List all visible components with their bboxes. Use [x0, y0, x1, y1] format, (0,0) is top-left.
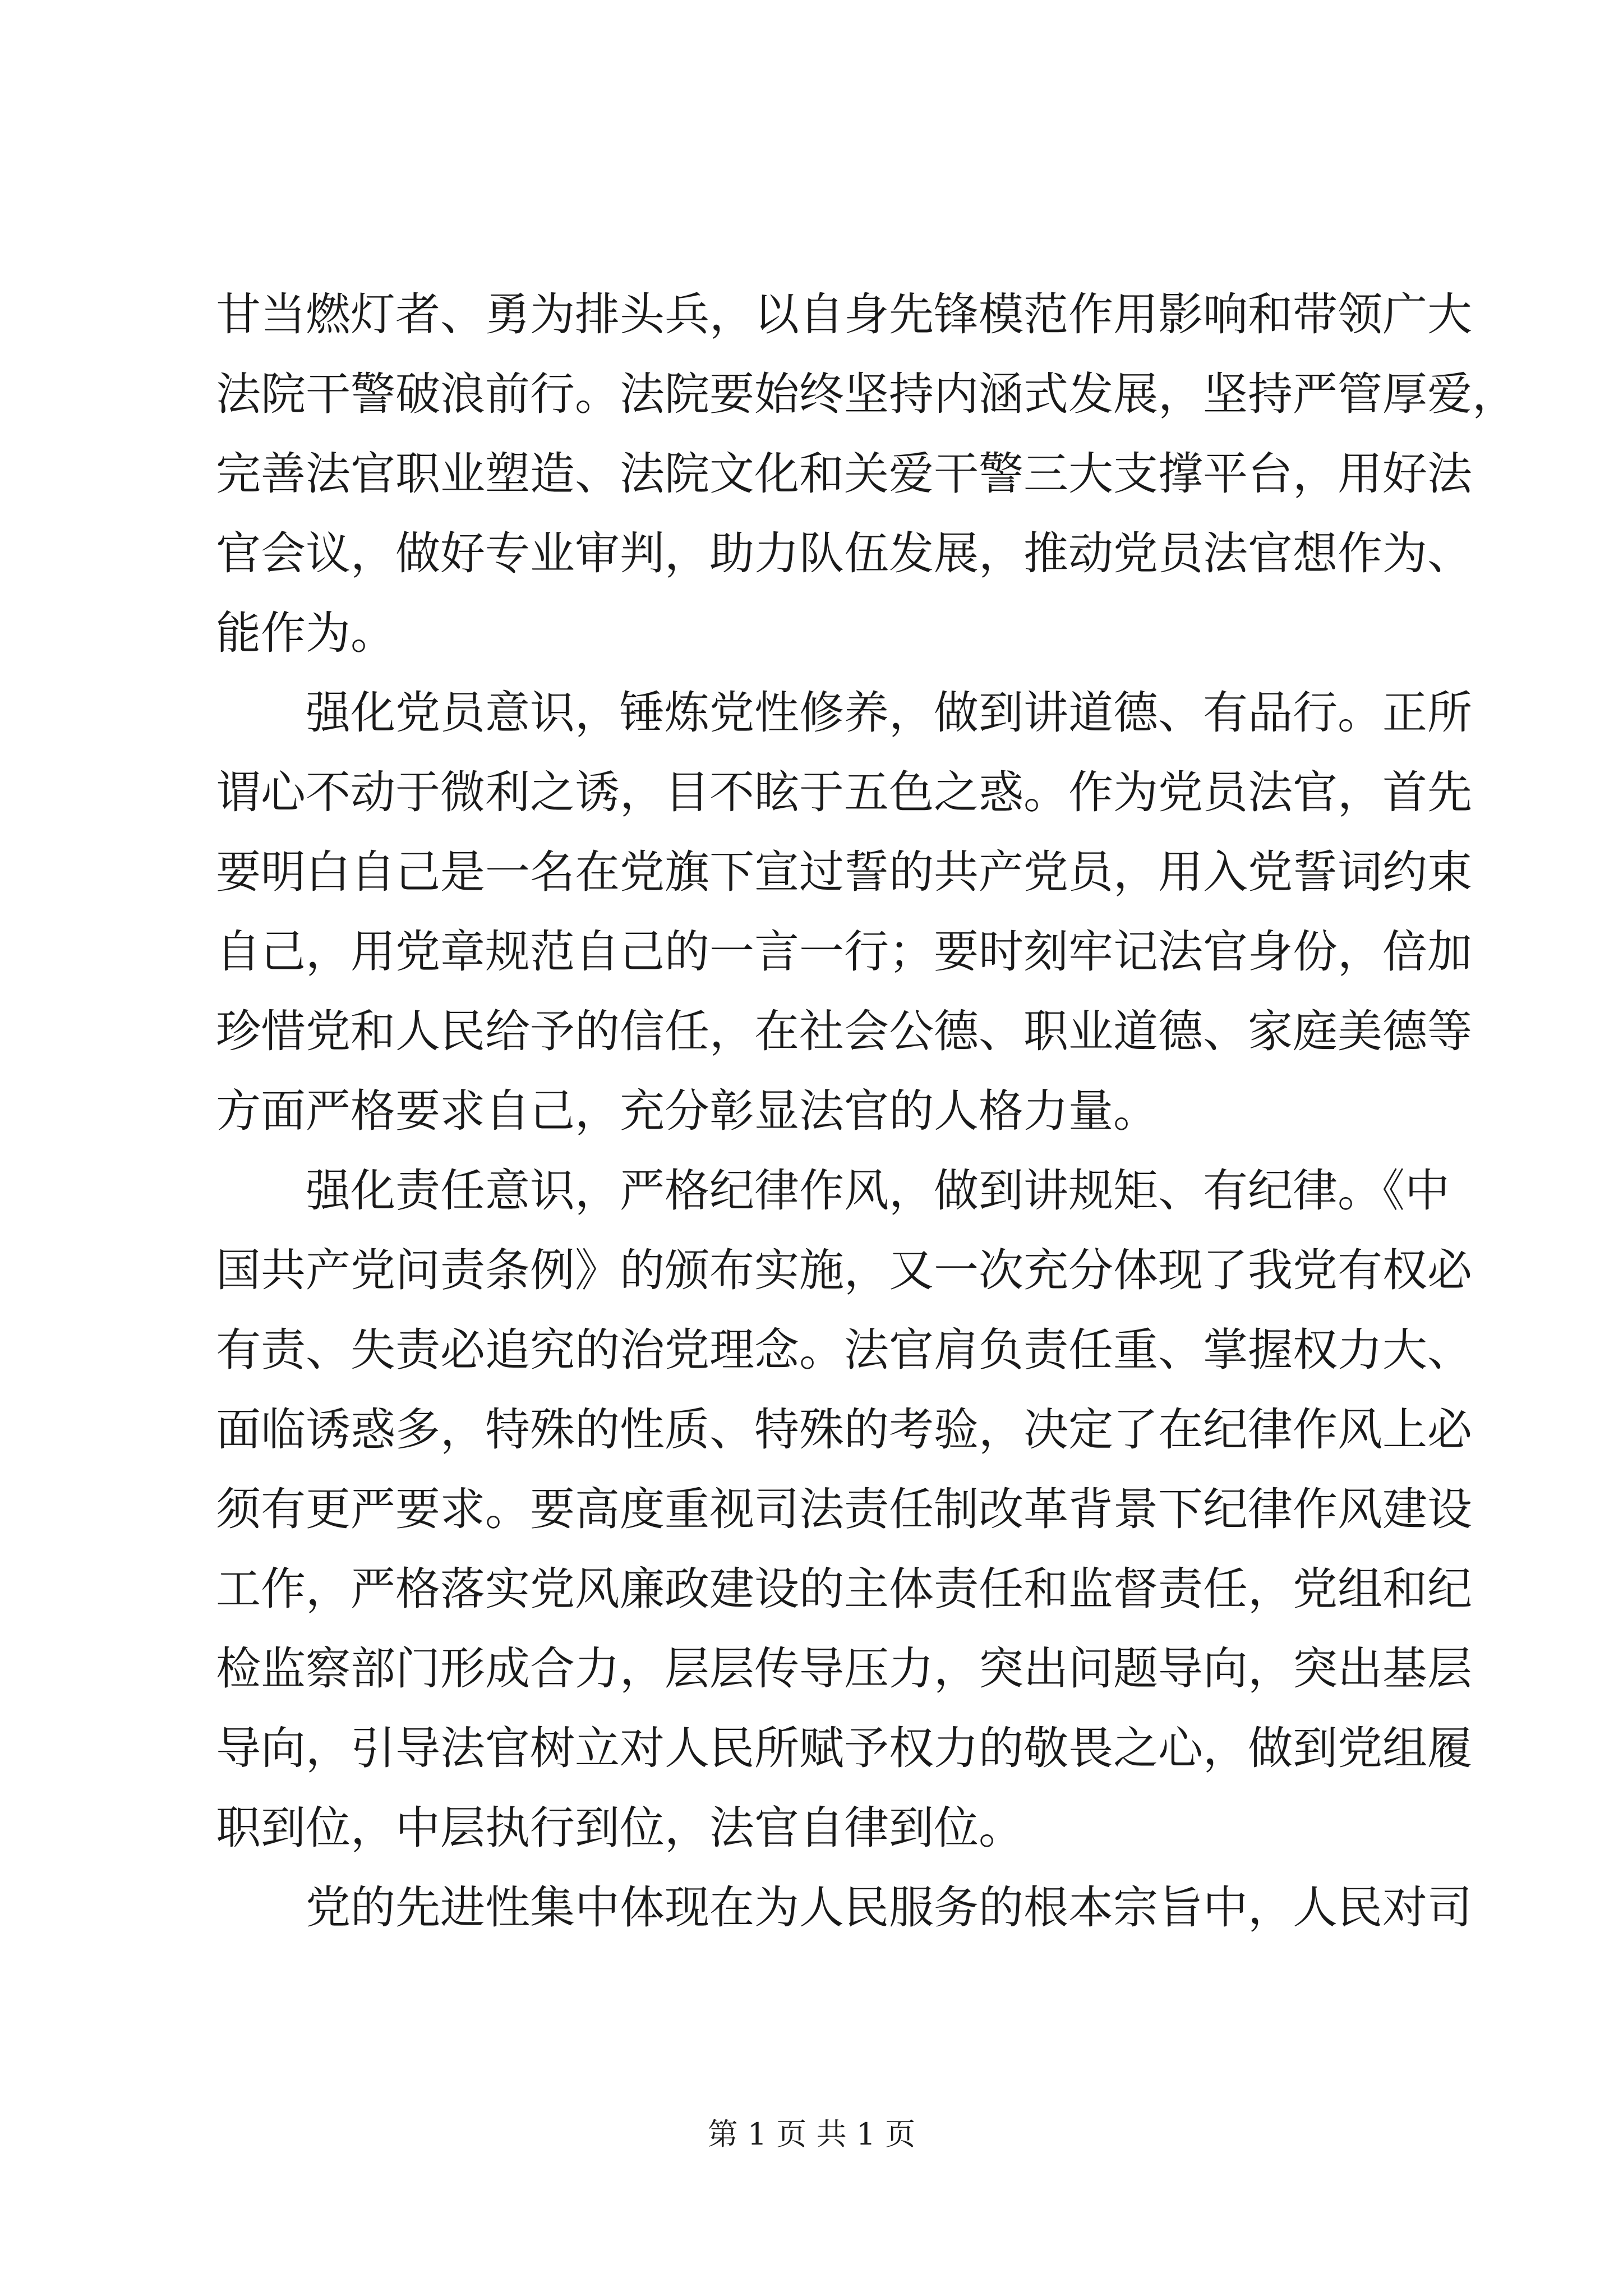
text-line: 能作为。 — [216, 607, 395, 659]
text-line: 国共产党问责条例》的颁布实施，又一次充分体现了我党有权必 — [216, 1244, 1472, 1296]
text-line: 导向，引导法官树立对人民所赋予权力的敬畏之心，做到党组履 — [216, 1722, 1472, 1774]
text-line: 要明白自己是一名在党旗下宣过誓的共产党员，用入党誓词约束 — [216, 846, 1472, 898]
document-body — [216, 275, 1517, 1948]
text-line: 职到位，中层执行到位，法官自律到位。 — [216, 1802, 1023, 1854]
page-number: 第 1 页 共 1 页 — [707, 2116, 916, 2152]
text-line: 面临诱惑多，特殊的性质、特殊的考验，决定了在纪律作风上必 — [216, 1404, 1472, 1456]
paragraph — [216, 673, 1472, 1151]
text-line: 谓心不动于微利之诱，目不眩于五色之惑。作为党员法官，首先 — [216, 766, 1472, 818]
text-line: 自己，用党章规范自己的一言一行；要时刻牢记法官身份，倍加 — [216, 926, 1472, 978]
text-line: 强化党员意识，锤炼党性修养，做到讲道德、有品行。正所 — [306, 687, 1472, 739]
text-line: 方面严格要求自己，充分彰显法官的人格力量。 — [216, 1085, 1158, 1137]
text-line: 党的先进性集中体现在为人民服务的根本宗旨中，人民对司 — [306, 1881, 1472, 1934]
text-line: 官会议，做好专业审判，助力队伍发展，推动党员法官想作为、 — [216, 527, 1472, 579]
text-line: 法院干警破浪前行。法院要始终坚持内涵式发展，坚持严管厚爱， — [216, 368, 1517, 420]
text-line: 完善法官职业塑造、法院文化和关爱干警三大支撑平台，用好法 — [216, 448, 1472, 500]
text-line: 须有更严要求。要高度重视司法责任制改革背景下纪律作风建设 — [216, 1483, 1472, 1535]
text-line: 有责、失责必追究的治党理念。法官肩负责任重、掌握权力大、 — [216, 1324, 1472, 1376]
text-line: 珍惜党和人民给予的信任，在社会公德、职业道德、家庭美德等 — [216, 1005, 1472, 1057]
text-line: 工作，严格落实党风廉政建设的主体责任和监督责任，党组和纪 — [216, 1563, 1472, 1615]
paragraph — [216, 1868, 1472, 1948]
paragraph — [216, 275, 1517, 673]
text-line: 甘当燃灯者、勇为排头兵，以自身先锋模范作用影响和带领广大 — [216, 288, 1472, 341]
paragraph — [216, 1151, 1472, 1868]
text-line: 检监察部门形成合力，层层传导压力，突出问题导向，突出基层 — [216, 1642, 1472, 1695]
text-line: 强化责任意识，严格纪律作风，做到讲规矩、有纪律。《中 — [306, 1165, 1450, 1217]
